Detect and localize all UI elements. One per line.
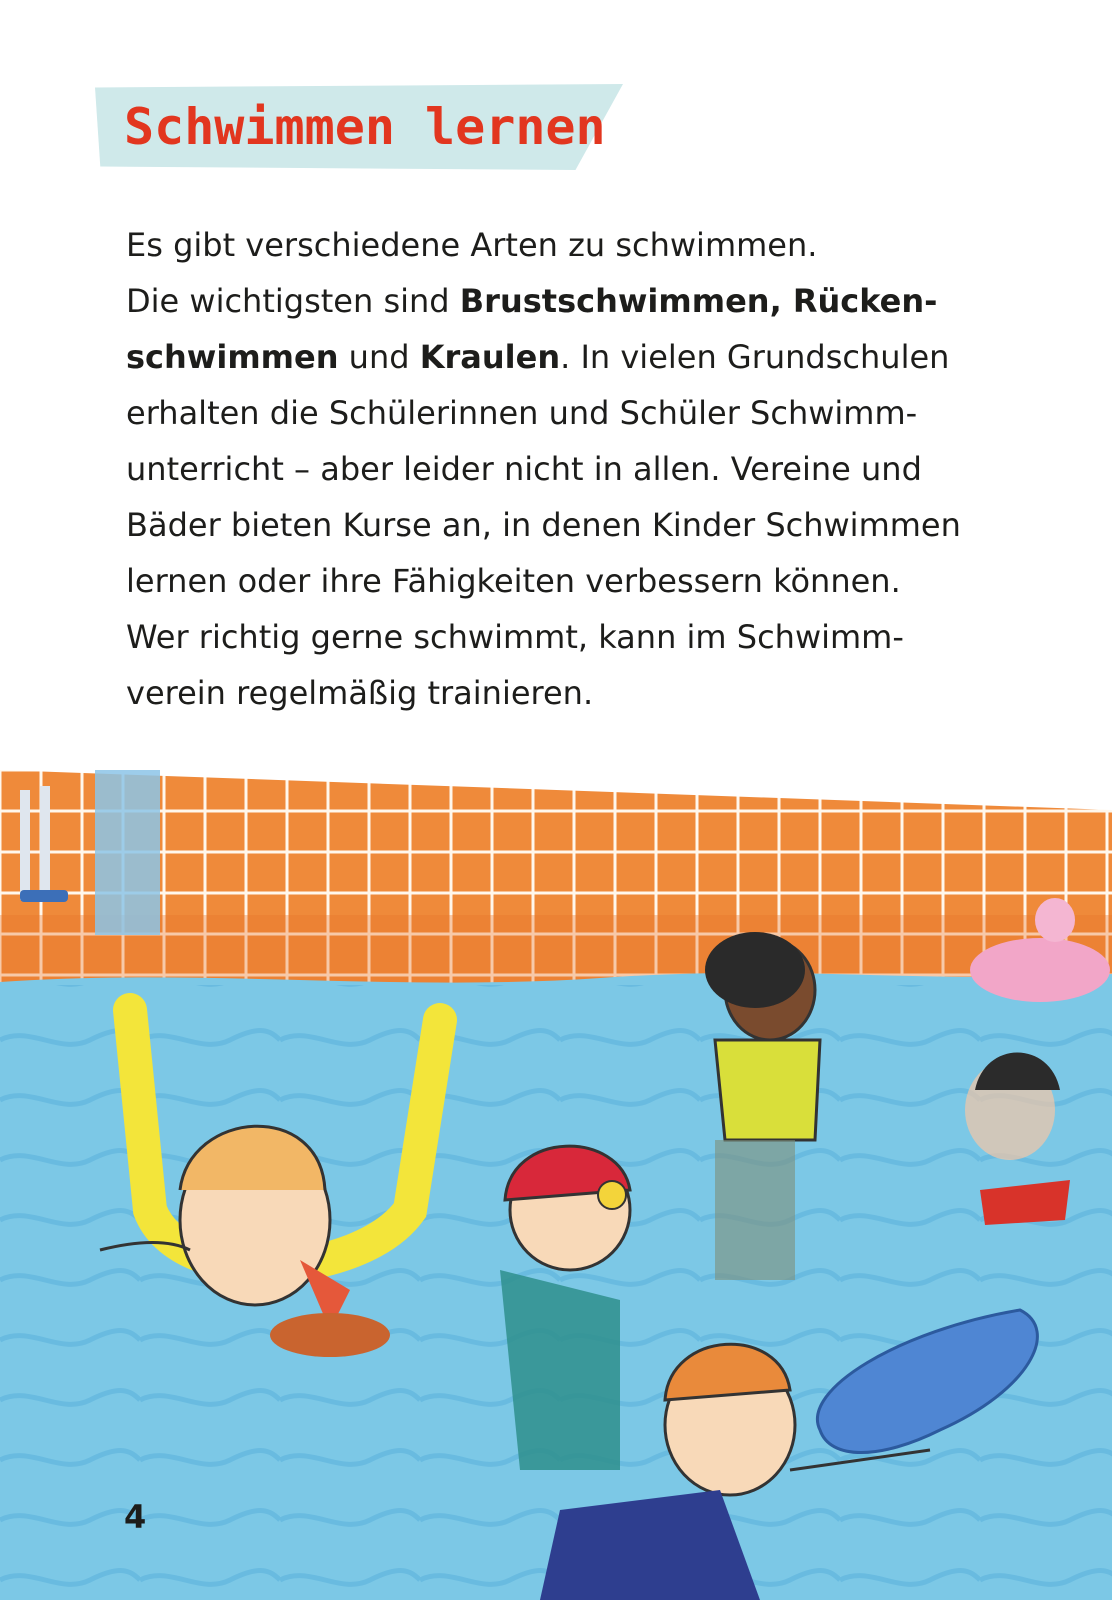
swimming-pool-illustration [0,770,1112,1600]
text-line: unterricht – aber leider nicht in allen. Vereine und [126,450,922,488]
child-with-red-cap [500,1146,630,1470]
towel [95,770,160,935]
text-line: erhalten die Schülerinnen und Schüler Schwimm- [126,394,918,432]
body-paragraph [126,217,1056,721]
tiled-pool-wall [0,770,1112,1002]
text-line: lernen oder ihre Fähigkeiten verbessern können. [126,562,901,600]
text-line: Es gibt verschiedene Arten zu schwimmen. [126,226,818,264]
text-line: Wer richtig gerne schwimmt, kann im Schwimm- [126,618,904,656]
page-heading: Schwimmen lernen [124,98,606,156]
text-line: Bäder bieten Kurse an, in denen Kinder Schwimmen [126,506,961,544]
text-line: schwimmen und Kraulen. In vielen Grundschulen [126,338,950,376]
text-line: verein regelmäßig trainieren. [126,674,594,712]
text-line: Die wichtigsten sind Brustschwimmen, Rücken- [126,282,938,320]
page-number: 4 [124,1498,147,1536]
